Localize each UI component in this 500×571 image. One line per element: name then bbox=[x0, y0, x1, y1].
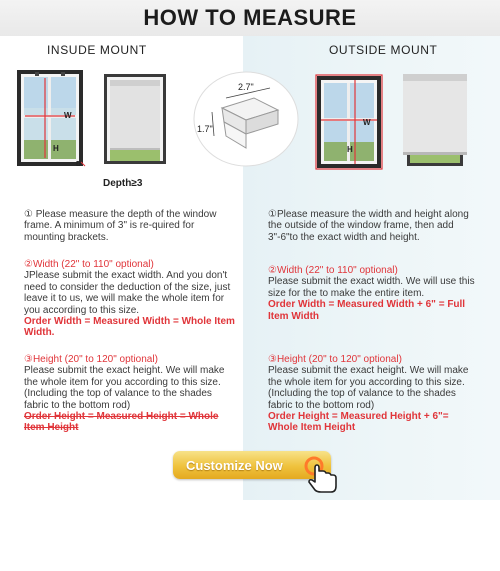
inside-step-3-body: Please submit the exact height. We will make the whole item for you according to this size. (Including the top of valance to the shades fabric to the bottom rod) bbox=[24, 365, 225, 411]
bracket-side-dimension: 1.7" bbox=[197, 124, 213, 134]
depth-caption: Depth≥3 bbox=[103, 178, 143, 189]
inside-step-3 bbox=[24, 354, 236, 434]
inside-step-2-formula: Order Width = Measured Width = Whole Item Width. bbox=[24, 316, 235, 339]
outside-step-3-body: Please submit the exact height. We will make the whole item for you according to this size. (Including the top of valance to the shades fabric to the bottom rod) bbox=[268, 365, 469, 411]
outside-mount-title: OUTSIDE MOUNT bbox=[329, 43, 438, 57]
outside-width-label: W bbox=[363, 118, 371, 127]
outside-step-3-formula: Order Height = Measured Height + 6"= Whole Item Height bbox=[268, 411, 449, 434]
outside-mount-window-diagram bbox=[315, 74, 383, 170]
inside-mount-shade-photo bbox=[104, 74, 166, 164]
bracket-top-dimension: 2.7" bbox=[238, 82, 254, 92]
customize-now-label: Customize Now bbox=[186, 458, 283, 473]
outside-step-3 bbox=[268, 354, 480, 434]
inside-step-3-heading: ③Height (20" to 120" optional) bbox=[24, 354, 158, 365]
inside-step-2 bbox=[24, 259, 236, 339]
outside-step-2 bbox=[268, 265, 480, 322]
inside-depth-label: D bbox=[76, 161, 82, 168]
inside-step-3-formula: Order Height = Measured Height = Whole Item Height bbox=[24, 411, 219, 434]
inside-height-label: H bbox=[53, 144, 59, 153]
page-header bbox=[0, 0, 500, 36]
outside-step-3-heading: ③Height (20" to 120" optional) bbox=[268, 354, 402, 365]
outside-height-label: H bbox=[347, 145, 353, 154]
inside-step-2-heading: ②Width (22" to 110" optional) bbox=[24, 259, 154, 270]
outside-step-2-formula: Order Width = Measured Width + 6" = Full Item Width bbox=[268, 299, 466, 322]
outside-step-2-body: Please submit the exact width. We will use this size for the to make the entire item. bbox=[268, 276, 475, 299]
inside-step-1: ① Please measure the depth of the window frame. A minimum of 3" is re-quired for mounting brackets. bbox=[24, 209, 217, 243]
outside-step-1: ①Please measure the width and height along the outside of the window frame, then add 3"-6"to the exact width and height. bbox=[268, 209, 469, 243]
page-title: HOW TO MEASURE bbox=[143, 5, 357, 30]
outside-mount-shade-photo bbox=[403, 74, 467, 168]
inside-width-label: W bbox=[64, 111, 72, 120]
pointing-hand-icon bbox=[303, 456, 343, 494]
inside-mount-window-diagram bbox=[15, 68, 87, 168]
outside-step-2-heading: ②Width (22" to 110" optional) bbox=[268, 265, 398, 276]
inside-mount-title: INSUDE MOUNT bbox=[47, 43, 147, 57]
inside-step-2-body: JPlease submit the exact width. And you don't need to consider the deduction of the size, just leave it to us, we will make the whole item for you according to this size. bbox=[24, 270, 231, 316]
